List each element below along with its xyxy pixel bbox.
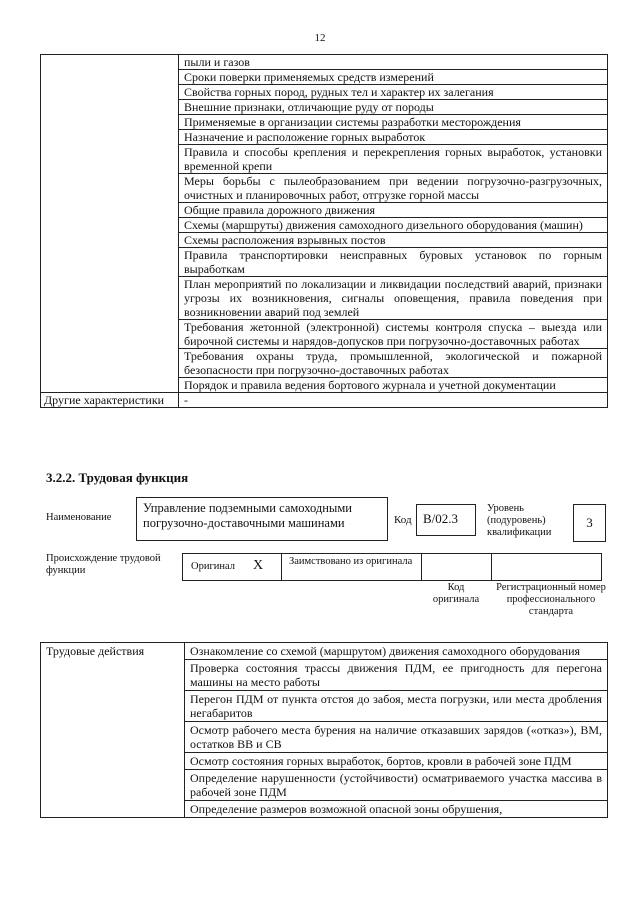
requirement-item: Назначение и расположение горных выработок bbox=[179, 130, 608, 145]
labor-actions-label: Трудовые действия bbox=[41, 643, 185, 818]
labor-action-item: Определение нарушенности (устойчивости) осматриваемого участка массива в рабочей зоне ПДМ bbox=[185, 770, 608, 801]
origin-divider bbox=[281, 554, 282, 580]
code-label: Код bbox=[394, 514, 412, 526]
labor-actions-table bbox=[40, 642, 608, 818]
qualification-level-box: 3 bbox=[573, 504, 606, 542]
original-label: Оригинал bbox=[191, 561, 235, 572]
requirements-label-cell bbox=[41, 55, 179, 393]
requirement-item: Применяемые в организации системы разработки месторождения bbox=[179, 115, 608, 130]
origin-box bbox=[182, 553, 602, 581]
requirement-item: Правила и способы крепления и перекрепления горных выработок, установки временной крепи bbox=[179, 145, 608, 174]
requirement-item: Правила транспортировки неисправных буровых установок по горным выработкам bbox=[179, 248, 608, 277]
other-characteristics-value: - bbox=[179, 393, 608, 408]
function-code-box: B/02.3 bbox=[416, 504, 476, 536]
requirement-item: Требования жетонной (электронной) системы контроля спуска – выезда или бирочной системы и нарядов-допусков при погрузочно-доставочных работах bbox=[179, 320, 608, 349]
required-knowledge-table bbox=[40, 54, 608, 408]
qualification-level-label: Уровень (подуровень) квалификации bbox=[487, 503, 552, 538]
labor-action-item: Осмотр рабочего места бурения на наличие отказавших зарядов («отказ»), ВМ, остатков ВВ и СВ bbox=[185, 722, 608, 753]
requirement-item: Свойства горных пород, рудных тел и характер их залегания bbox=[179, 85, 608, 100]
requirement-item: Схемы расположения взрывных постов bbox=[179, 233, 608, 248]
original-mark: X bbox=[253, 558, 264, 573]
page-number: 12 bbox=[314, 32, 326, 44]
requirement-item: Внешние признаки, отличающие руду от породы bbox=[179, 100, 608, 115]
function-name-box: Управление подземными самоходными погрузочно-доставочными машинами bbox=[136, 497, 388, 541]
labor-action-item: Осмотр состояния горных выработок, бортов, кровли в рабочей зоне ПДМ bbox=[185, 753, 608, 770]
requirement-item: Общие правила дорожного движения bbox=[179, 203, 608, 218]
origin-divider bbox=[421, 554, 422, 580]
section-title: 3.2.2. Трудовая функция bbox=[46, 470, 189, 485]
origin-divider bbox=[491, 554, 492, 580]
labor-action-item: Проверка состояния трассы движения ПДМ, ее пригодность для перегона машины на место работы bbox=[185, 660, 608, 691]
requirement-item: Сроки поверки применяемых средств измерений bbox=[179, 70, 608, 85]
borrowed-label: Заимствовано из оригинала bbox=[289, 556, 413, 567]
reg-number-label: Регистрационный номер профессионального стандарта bbox=[496, 582, 606, 617]
name-label: Наименование bbox=[46, 512, 112, 523]
code-original-label: Код оригинала bbox=[432, 582, 480, 605]
requirement-item: пыли и газов bbox=[179, 55, 608, 70]
requirement-item: Схемы (маршруты) движения самоходного дизельного оборудования (машин) bbox=[179, 218, 608, 233]
requirement-row bbox=[41, 55, 608, 70]
origin-label: Происхождение трудовой функции bbox=[46, 553, 161, 576]
labor-action-item: Ознакомление со схемой (маршрутом) движения самоходного оборудования bbox=[185, 643, 608, 660]
other-characteristics-row bbox=[41, 393, 608, 408]
requirement-item: План мероприятий по локализации и ликвидации последствий аварий, признаки угрозы их возникновения, сигналы оповещения, правила поведения при возникновении аварий под землей bbox=[179, 277, 608, 320]
labor-action-item: Перегон ПДМ от пункта отстоя до забоя, места погрузки, или места дробления негабаритов bbox=[185, 691, 608, 722]
requirement-item: Меры борьбы с пылеобразованием при ведении погрузочно-разгрузочных, очистных и планировочных работ, отгрузке горной массы bbox=[179, 174, 608, 203]
labor-action-row bbox=[41, 643, 608, 660]
other-characteristics-label: Другие характеристики bbox=[41, 393, 179, 408]
requirement-item: Порядок и правила ведения бортового журнала и учетной документации bbox=[179, 378, 608, 393]
labor-action-item: Определение размеров возможной опасной зоны обрушения, bbox=[185, 801, 608, 818]
requirement-item: Требования охраны труда, промышленной, экологической и пожарной безопасности при погрузочно-доставочных работах bbox=[179, 349, 608, 378]
